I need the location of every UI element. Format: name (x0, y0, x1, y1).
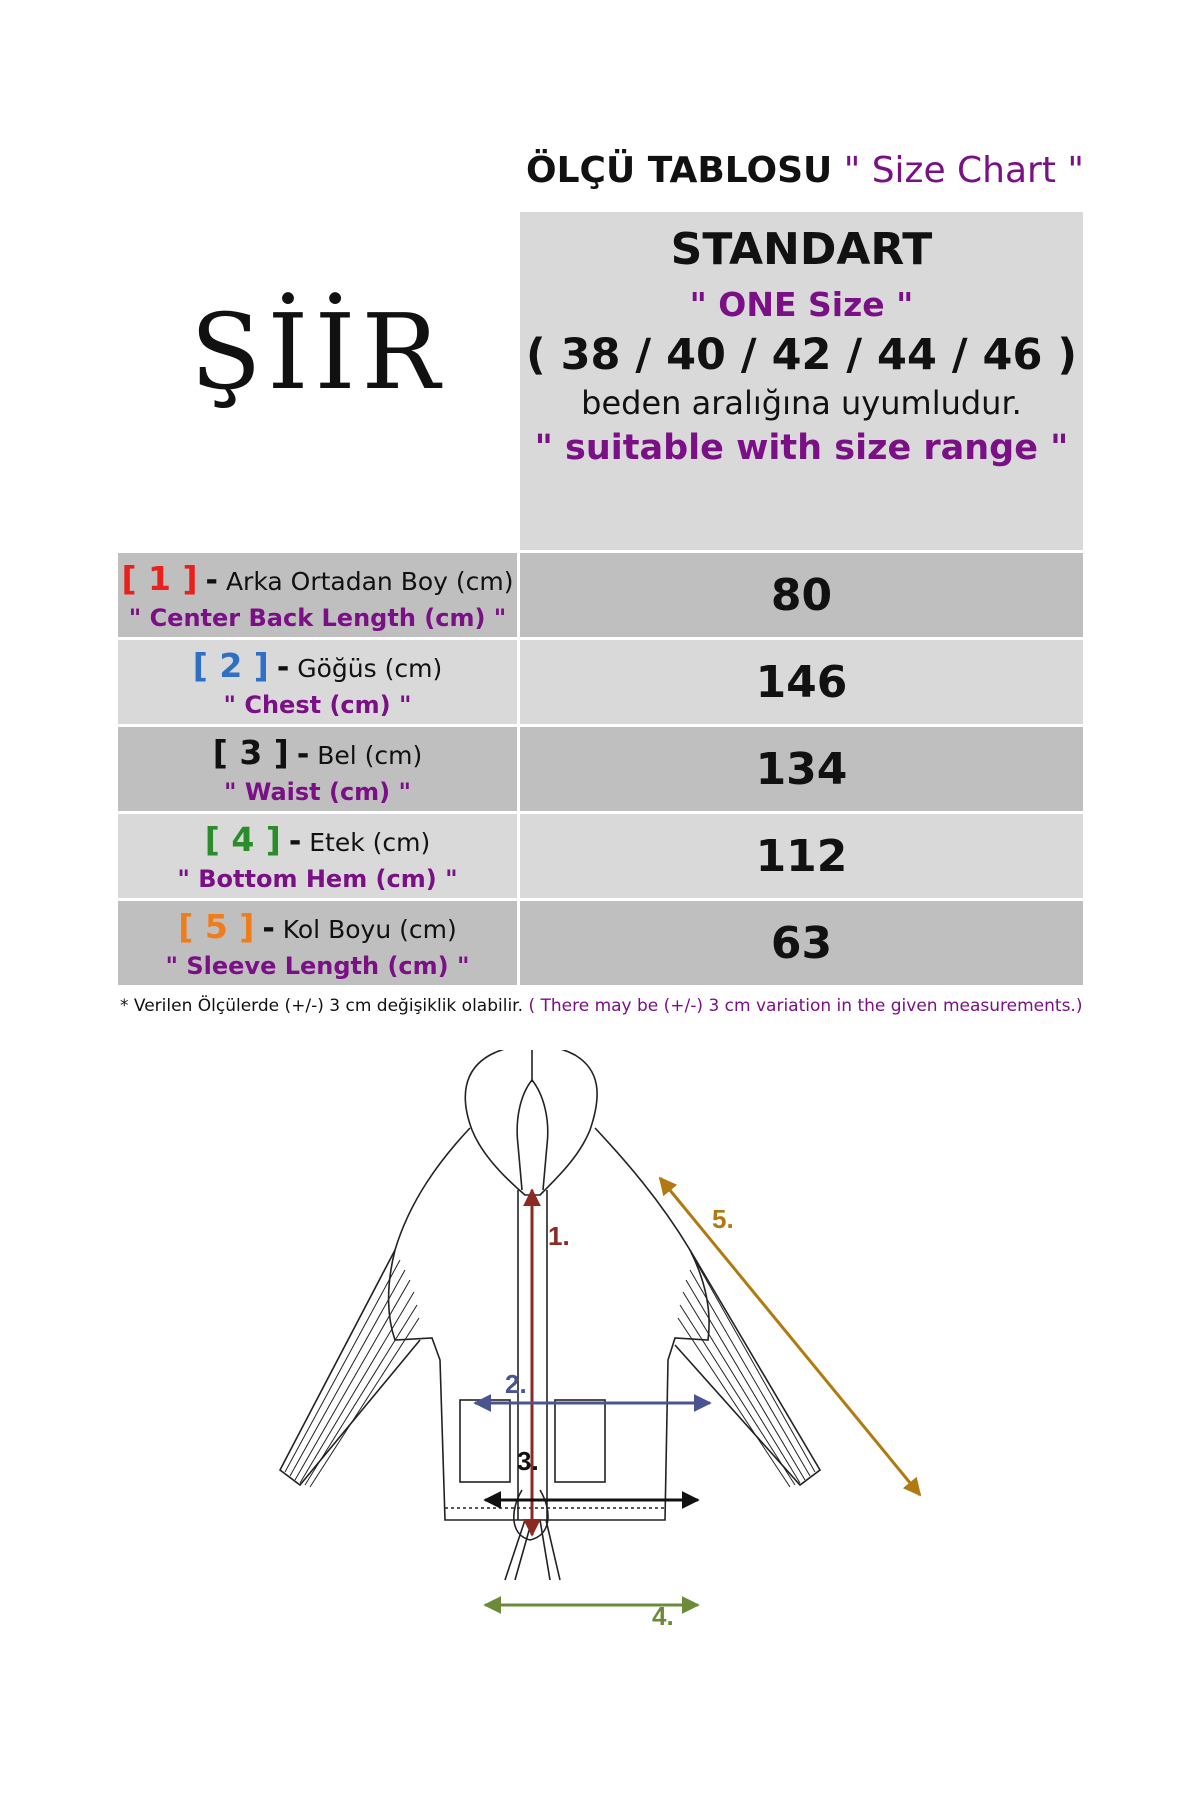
label-tr: Kol Boyu (cm) (282, 914, 457, 944)
hood-opening (517, 1080, 548, 1190)
standard-desc-en: " suitable with size range " (534, 428, 1069, 468)
row-label (118, 814, 517, 898)
row-value: 63 (520, 901, 1083, 985)
chart-title-en: " Size Chart " (843, 150, 1084, 191)
table-row-waist (118, 727, 1083, 811)
brand-logo: ŞİİR (190, 291, 446, 413)
variation-note (120, 996, 1120, 1016)
row-value: 146 (520, 640, 1083, 724)
note-tr: * Verilen Ölçülerde (+/-) 3 cm değişiklik olabilir. (120, 996, 524, 1016)
measure-number: [ 3 ] (212, 732, 289, 772)
label-tr: Arka Ortadan Boy (cm) (225, 566, 514, 596)
label-m3: 3. (517, 1446, 539, 1476)
chart-title-tr: ÖLÇÜ TABLOSU (526, 150, 833, 191)
note-en: ( There may be (+/-) 3 cm variation in the given measurements.) (528, 996, 1083, 1016)
measure-number: [ 5 ] (178, 906, 255, 946)
table-row-chest (118, 640, 1083, 724)
label-en: " Bottom Hem (cm) " (177, 864, 458, 893)
label-en: " Chest (cm) " (223, 690, 412, 719)
row-value: 112 (520, 814, 1083, 898)
label-m4: 4. (652, 1601, 674, 1631)
right-pocket (555, 1400, 605, 1482)
label-m5: 5. (712, 1204, 734, 1234)
label-m2: 2. (505, 1369, 527, 1399)
label-dash: - (262, 910, 275, 946)
table-row-sleeve-length (118, 901, 1083, 985)
row-label (118, 727, 517, 811)
label-tr: Göğüs (cm) (297, 653, 443, 683)
label-en: " Waist (cm) " (223, 777, 412, 806)
arrow-sleeve-length (660, 1178, 920, 1495)
measure-number: [ 1 ] (121, 558, 198, 598)
standard-title: STANDART (670, 224, 933, 275)
sleeve-ribbing (285, 1260, 815, 1487)
row-value: 80 (520, 553, 1083, 637)
label-en: " Sleeve Length (cm) " (165, 951, 470, 980)
standard-size: " ONE Size " (689, 285, 914, 324)
row-label (118, 553, 517, 637)
label-dash: - (288, 823, 302, 859)
measure-number: [ 4 ] (204, 819, 281, 859)
row-label (118, 640, 517, 724)
label-dash: - (276, 649, 290, 685)
standard-size-box (520, 212, 1083, 550)
label-dash: - (205, 562, 218, 598)
row-label (118, 901, 517, 985)
chart-title (520, 150, 1090, 191)
label-dash: - (296, 736, 310, 772)
size-table (118, 553, 1083, 988)
garment-diagram (250, 1050, 950, 1700)
label-tr: Etek (cm) (309, 827, 431, 857)
left-pocket (460, 1400, 510, 1482)
body-left (389, 1128, 525, 1520)
row-value: 134 (520, 727, 1083, 811)
standard-range: ( 38 / 40 / 42 / 44 / 46 ) (525, 330, 1078, 380)
label-tr: Bel (cm) (317, 740, 423, 770)
measure-number: [ 2 ] (192, 645, 269, 685)
label-en: " Center Back Length (cm) " (128, 603, 507, 632)
table-row-center-back (118, 553, 1083, 637)
label-m1: 1. (548, 1221, 570, 1251)
table-row-bottom-hem (118, 814, 1083, 898)
measure-arrows (475, 1178, 920, 1605)
standard-desc-tr: beden aralığına uyumludur. (581, 384, 1022, 422)
body-right (540, 1128, 709, 1520)
